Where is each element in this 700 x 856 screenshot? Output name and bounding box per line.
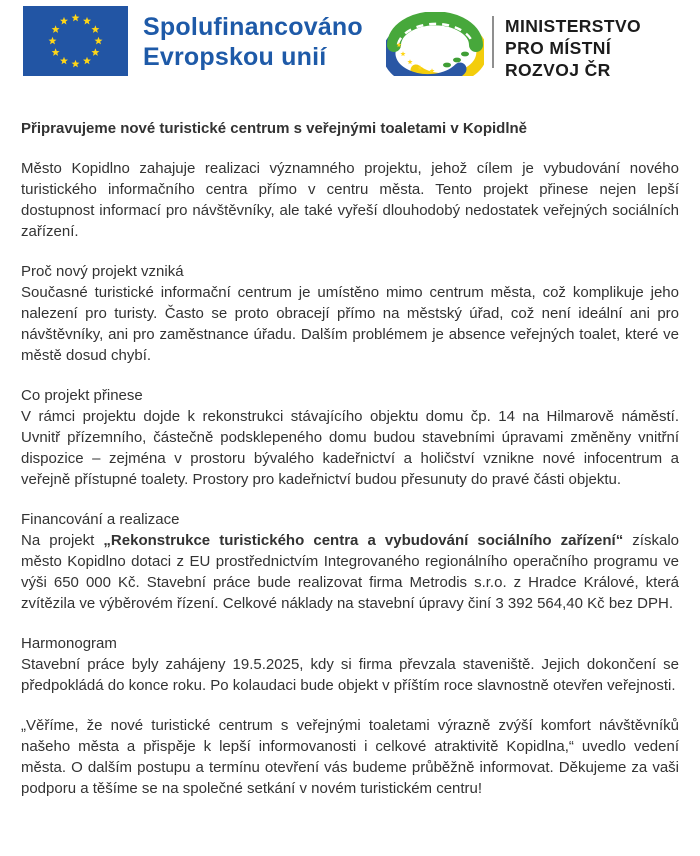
section-body: V rámci projektu dojde k rekonstrukci stávajícího objektu domu čp. 14 na Hilmarově náměstí. Uvnitř přízemního, částečně podsklepeného domu budou stavebními úpravami změněny vnitřní dispozice – zejména v prostoru bývalého kadeřnictví a holičství vznikne nové infocentrum a veřejně přístupné toalety. Prostory pro kadeřnictví budou přesunuty do pravé části objektu. — [21, 408, 679, 488]
section-heading: Financování a realizace — [21, 511, 180, 528]
section-body: Současné turistické informační centrum je umístěno mimo centrum města, což komplikuje jeho nalezení pro turisty. Často se proto obracejí přímo na městský úřad, což není ideální ani pro návštěvníky, ani pro zaměstnance úřadu. Dalším problémem je absence veřejných toalet, které ve městě dosud chybí. — [21, 284, 679, 364]
section-schedule — [21, 633, 679, 696]
project-name-bold: „Rekonstrukce turistického centra a vybudování sociálního zařízení“ — [103, 532, 624, 549]
eu-cofunded-text — [143, 12, 363, 72]
section-heading: Harmonogram — [21, 635, 117, 652]
eu-cofunded-line1: Spolufinancováno — [143, 13, 363, 41]
section-why — [21, 261, 679, 366]
eu-flag-icon — [23, 6, 128, 76]
document — [21, 118, 679, 799]
intro-paragraph: Město Kopidlno zahajuje realizaci významného projektu, jehož cílem je vybudování nového turistického informačního centra přímo v centru města. Tento projekt přinese nejen lepší dostupnost informací pro návštěvníky, ale také vyřeší dlouhodobý nedostatek veřejných sociálních zařízení. — [21, 160, 679, 240]
logo-divider — [492, 16, 494, 68]
section-body: Stavební práce byly zahájeny 19.5.2025, kdy si firma převzala staveniště. Jejich dokončení se předpokládá do konce roku. Po kolaudaci bude objekt v příštím roce slavnostně otevřen veřejnosti. — [21, 656, 679, 694]
eu-cofunded-line2: Evropskou unií — [143, 43, 327, 71]
section-heading: Proč nový projekt vzniká — [21, 263, 184, 280]
section-benefits — [21, 385, 679, 490]
financing-text-suffix: získalo město Kopidlno dotaci z EU prostřednictvím Integrovaného regionálního operačního programu ve výši 650 000 Kč. Stavební práce bude realizovat firma Metrodis s.r.o. z Hradce Králové, která zvítězila ve výběrovém řízení. Celkové náklady na stavební úpravy činí 3 392 564,40 Kč bez DPH. — [21, 532, 679, 612]
header — [0, 0, 700, 96]
document-title: Připravujeme nové turistické centrum s veřejnými toaletami v Kopidlně — [21, 120, 528, 137]
ministry-name-line3: ROZVOJ ČR — [505, 60, 611, 80]
financing-text-prefix: Na projekt — [21, 532, 104, 549]
ministry-swirl-icon — [386, 12, 484, 76]
ministry-name-line2: PRO MÍSTNÍ — [505, 38, 612, 58]
section-financing — [21, 509, 679, 614]
closing-paragraph: „Věříme, že nové turistické centrum s veřejnými toaletami výrazně zvýší komfort návštěvníků našeho města a přispěje k lepší informovanosti i celkové atraktivitě Kopidlna,“ uvedlo vedení města. O dalším postupu a termínu otevření vás budeme průběžně informovat. Děkujeme za vaši podporu a těšíme se na společné setkání v novém turistickém centru! — [21, 717, 679, 797]
ministry-name — [505, 15, 641, 81]
section-heading: Co projekt přinese — [21, 387, 143, 404]
section-body — [21, 530, 679, 614]
ministry-name-line1: MINISTERSTVO — [505, 16, 642, 36]
